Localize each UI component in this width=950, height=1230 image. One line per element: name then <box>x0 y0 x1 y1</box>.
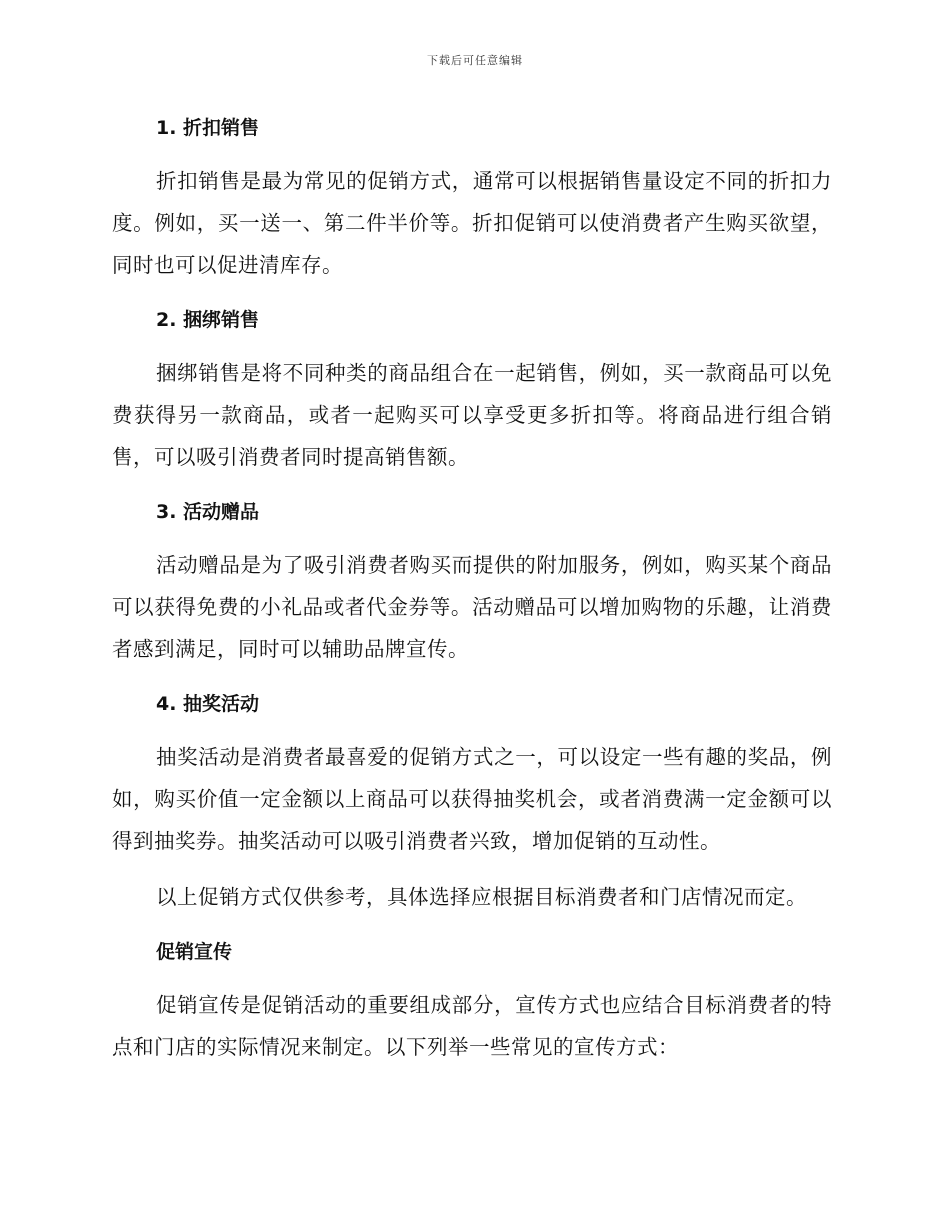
section-body-gift: 活动赠品是为了吸引消费者购买而提供的附加服务，例如，购买某个商品可以获得免费的小礼品或者代金券等。活动赠品可以增加购物的乐趣，让消费者感到满足，同时可以辅助品牌宣传。 <box>112 553 832 661</box>
section-heading-promotion: 促销宣传 <box>156 941 233 963</box>
section-heading-gift: 3. 活动赠品 <box>156 501 260 523</box>
running-header: 下载后可任意编辑 <box>427 54 523 67</box>
section-heading-lottery: 4. 抽奖活动 <box>156 693 260 715</box>
summary-paragraph: 以上促销方式仅供参考，具体选择应根据目标消费者和门店情况而定。 <box>156 885 807 909</box>
section-body-discount: 折扣销售是最为常见的促销方式，通常可以根据销售量设定不同的折扣力度。例如，买一送一、第二件半价等。折扣促销可以使消费者产生购买欲望，同时也可以促进清库存。 <box>112 169 832 277</box>
section-heading-bundle: 2. 捆绑销售 <box>156 309 260 331</box>
document-body <box>112 108 832 1082</box>
section-body-promotion: 促销宣传是促销活动的重要组成部分，宣传方式也应结合目标消费者的特点和门店的实际情况来制定。以下列举一些常见的宣传方式： <box>112 993 832 1059</box>
section-body-lottery: 抽奖活动是消费者最喜爱的促销方式之一，可以设定一些有趣的奖品，例如，购买价值一定金额以上商品可以获得抽奖机会，或者消费满一定金额可以得到抽奖券。抽奖活动可以吸引消费者兴致，增加促销的互动性。 <box>112 745 832 853</box>
section-heading-discount: 1. 折扣销售 <box>156 117 260 139</box>
section-body-bundle: 捆绑销售是将不同种类的商品组合在一起销售，例如，买一款商品可以免费获得另一款商品，或者一起购买可以享受更多折扣等。将商品进行组合销售，可以吸引消费者同时提高销售额。 <box>112 361 832 469</box>
